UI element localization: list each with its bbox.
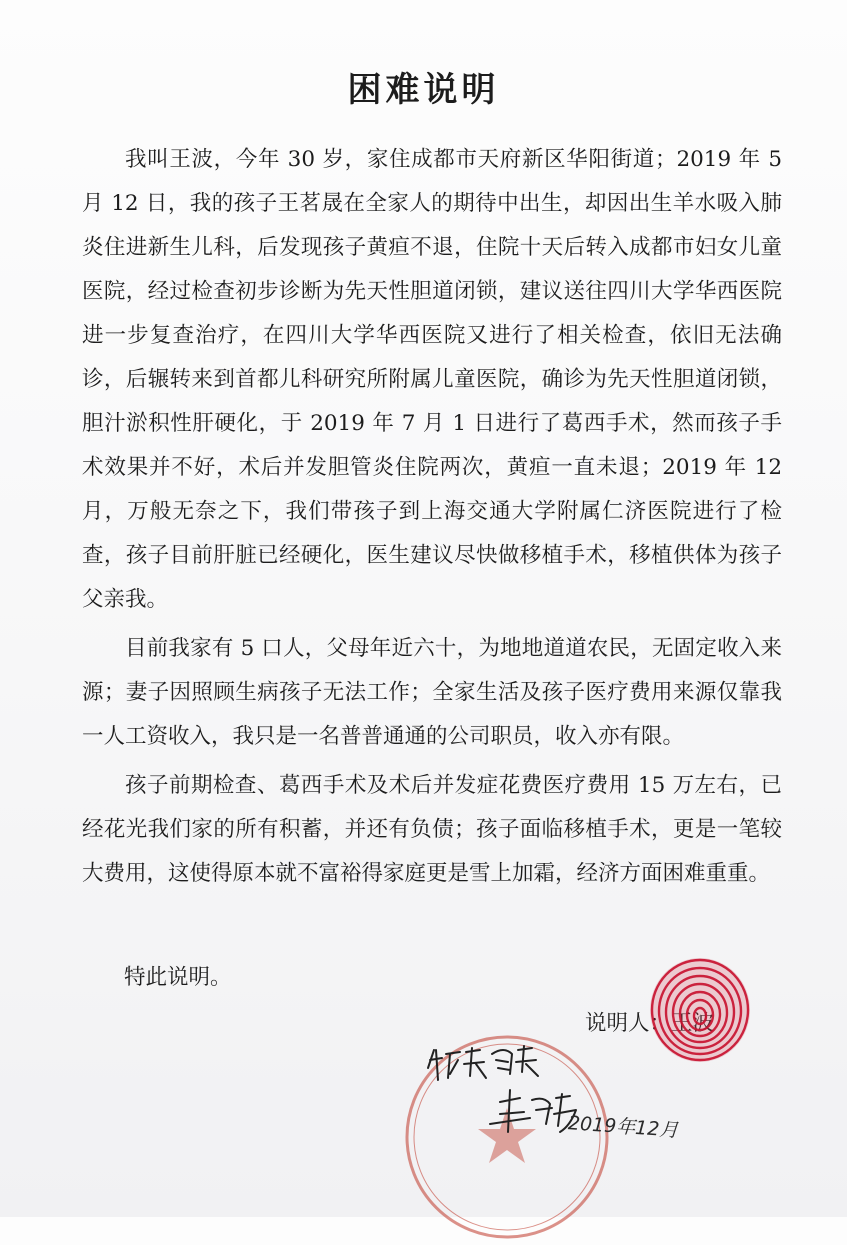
- document-body: [82, 138, 782, 896]
- closing-statement: 特此说明。: [124, 965, 232, 990]
- signer-label: 说明人：: [585, 1011, 672, 1036]
- paragraph-1: 我叫王波，今年 30 岁，家住成都市天府新区华阳街道；2019 年 5 月 12 日，我的孩子王茗晟在全家人的期待中出生，却因出生羊水吸入肺炎住进新生儿科，后发现孩子黄疸不退，住院十天后转入成都市妇女儿童医院，经过检查初步诊断为先天性胆道闭锁，建议送往四川大学华西医院进一步复查治疗，在四川大学华西医院又进行了相关检查，依旧无法确诊，后辗转来到首都儿科研究所附属儿童医院，确诊为先天性胆道闭锁，胆汁淤积性肝硬化，于 2019 年 7 月 1 日进行了葛西手术，然而孩子手术效果并不好，术后并发胆管炎住院两次，黄疸一直未退；2019 年 12 月，万般无奈之下，我们带孩子到上海交通大学附属仁济医院进行了检查，孩子目前肝脏已经硬化，医生建议尽快做移植手术，移植供体为孩子父亲我。: [82, 147, 782, 612]
- paragraph-2: 目前我家有 5 口人，父母年近六十，为地地道道农民，无固定收入来源；妻子因照顾生病孩子无法工作；全家生活及孩子医疗费用来源仅靠我一人工资收入，我只是一名普普通通的公司职员，收入亦有限。: [82, 636, 782, 749]
- fingerprint: [645, 955, 755, 1065]
- paragraph-3: 孩子前期检查、葛西手术及术后并发症花费医疗费用 15 万左右，已经花光我们家的所有积蓄，并还有负债；孩子面临移植手术，更是一笔较大费用，这使得原本就不富裕得家庭更是雪上加霜，经济方面困难重重。: [82, 773, 782, 886]
- signer-name: 王波: [671, 1011, 715, 1035]
- document-title: 困难说明: [347, 70, 500, 110]
- handwritten-date: 2019年12月: [567, 1112, 680, 1142]
